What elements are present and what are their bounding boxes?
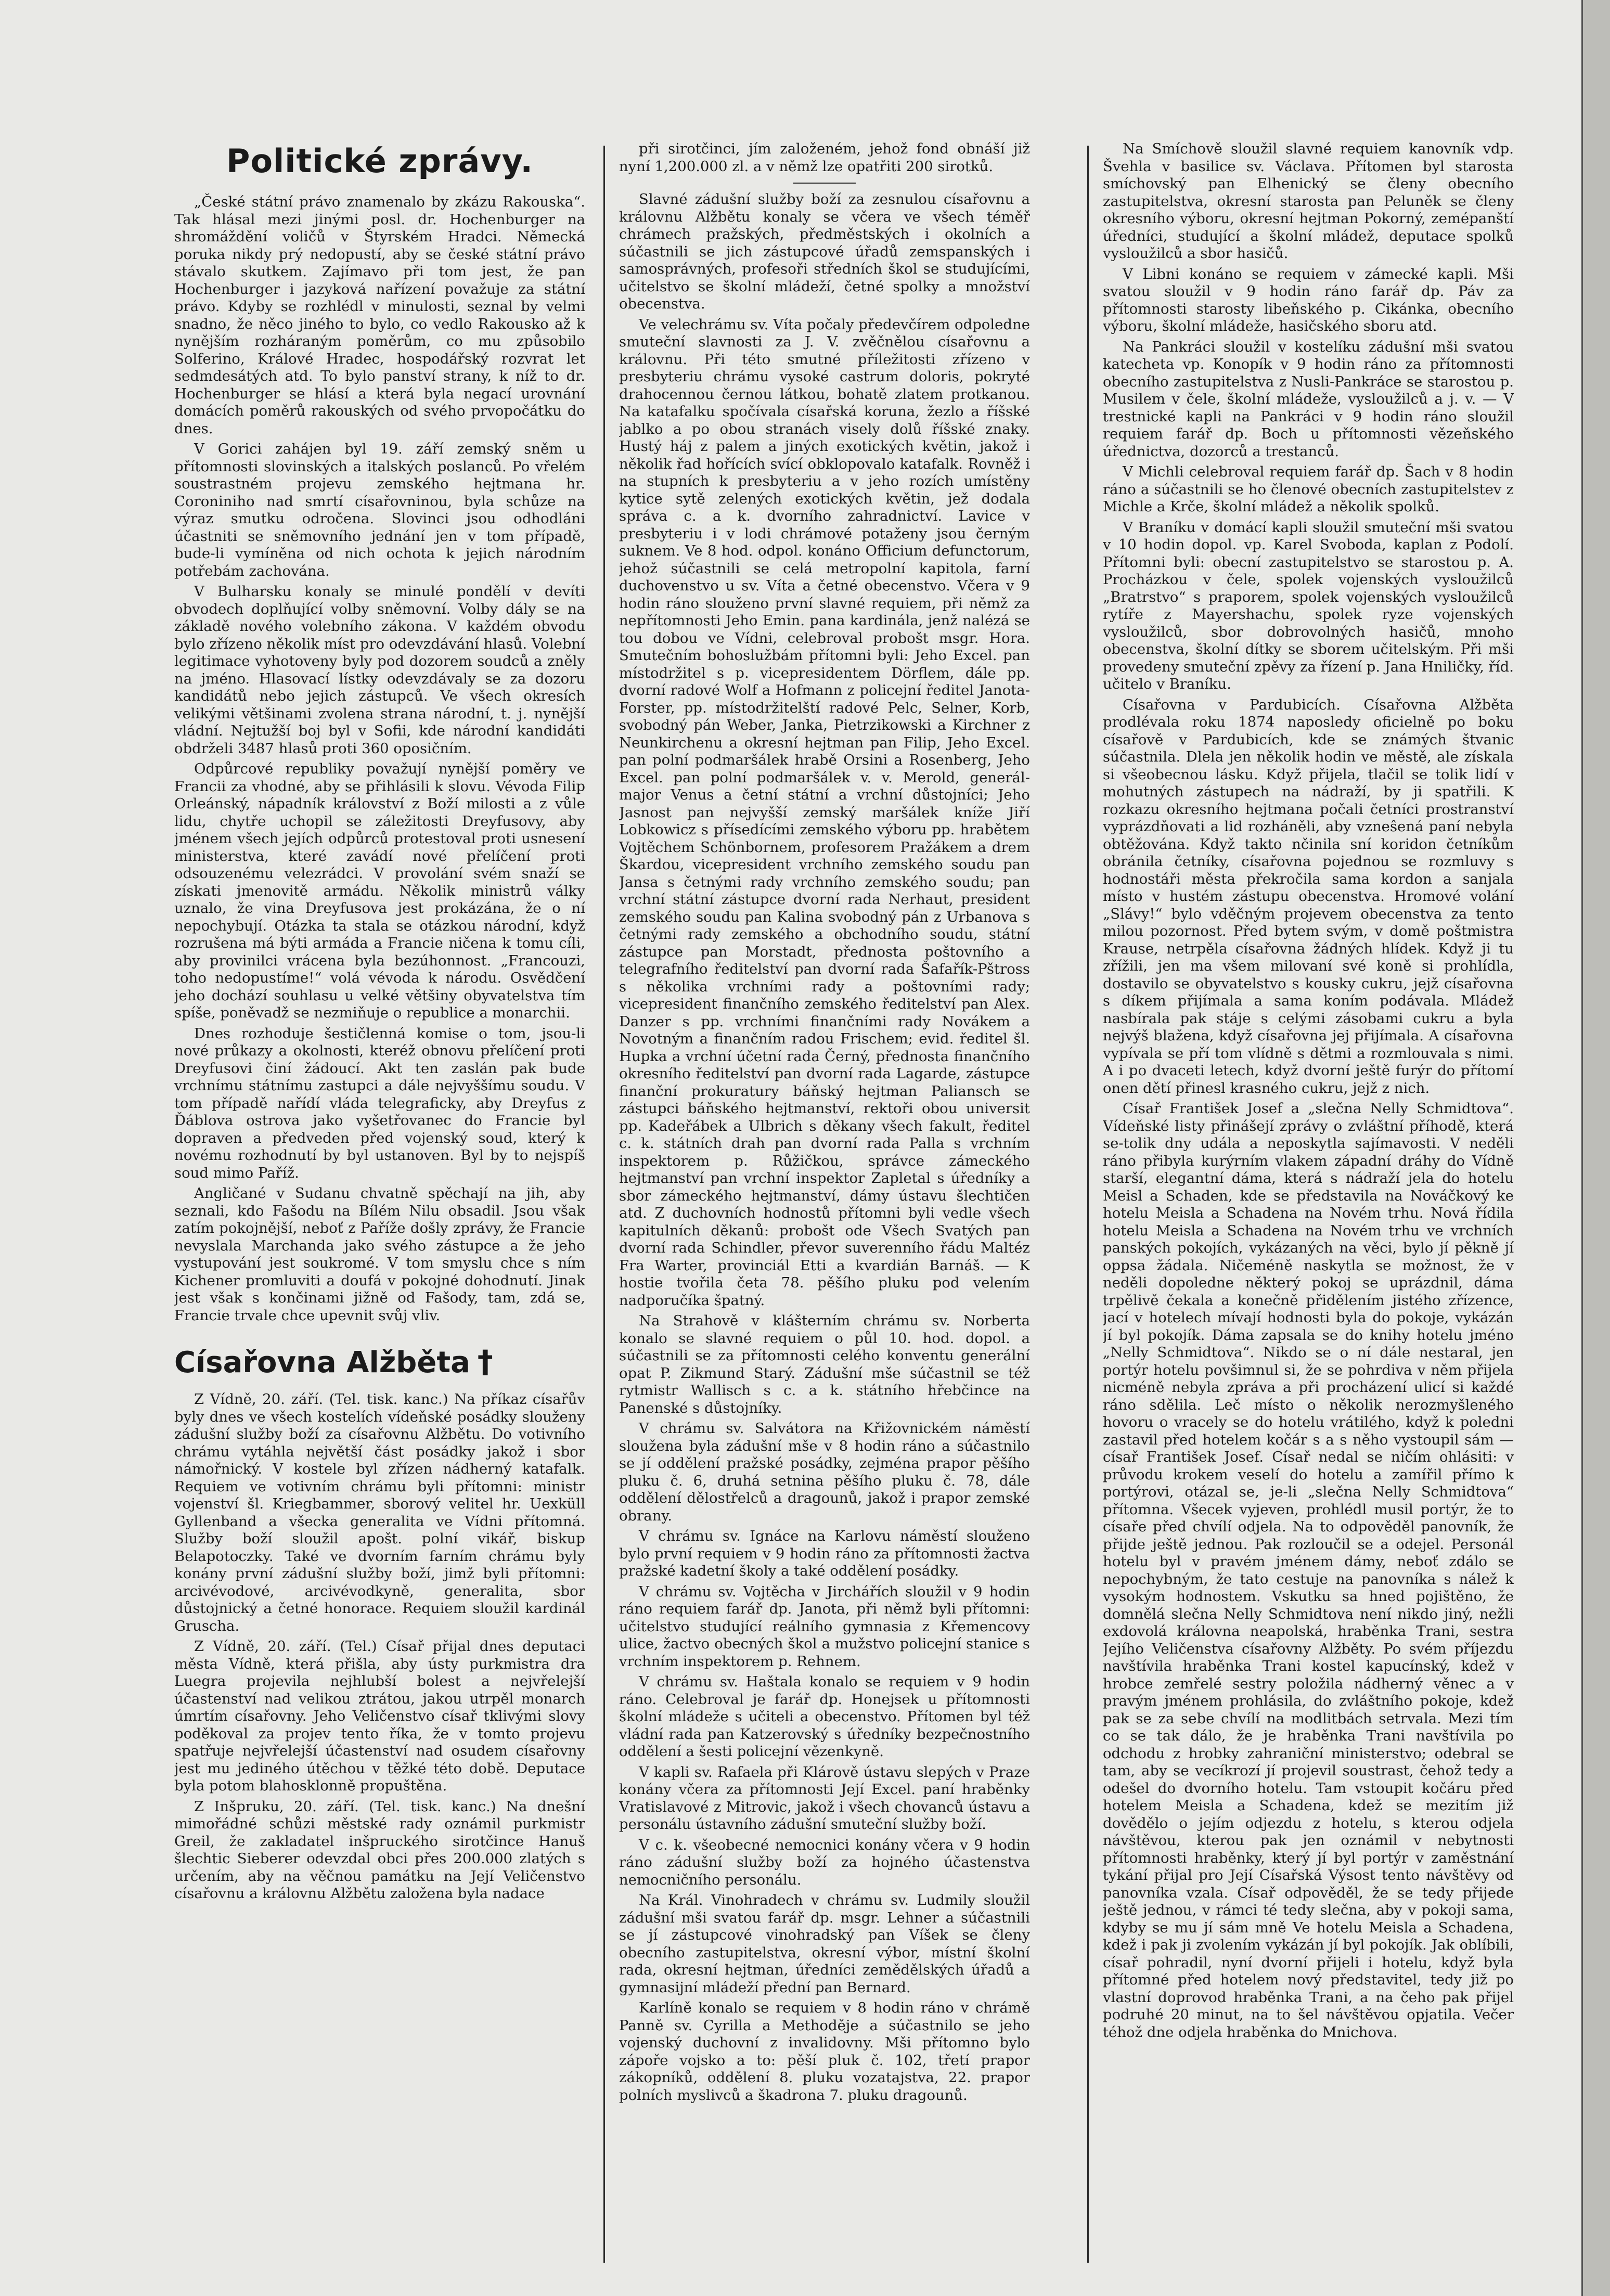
section-title-empress	[174, 1343, 585, 1382]
paragraph: V Bulharsku konaly se minulé pondělí v devíti obvodech doplňující volby sněmovní. Volby dály se na základě nového volebního zákona. V každém obvodu bylo zřízeno několik míst pro odevzdávání hlasů. Volební legitimace vyhotoveny byly pod dozorem soudců a zněly na jméno. Hlasovací lístky odevzdávaly se za dozoru kandidátů nebo jejich zástupců. Ve všech okresích velikými většinami zvolena strana národní, t. j. nynější vládní. Nejtužší boj byl v Sofii, kde národní kandidáti obdrželi 3487 hlasů proti 360 oposičním.	[174, 583, 585, 757]
paragraph: V Braníku v domácí kapli sloužil smuteční mši svatou v 10 hodin dopol. vp. Karel Svoboda, kaplan z Podolí. Přítomni byli: obecní zastupitelstvo se starostou p. A. Procházkou v čele, spolek vojenských vysloužilců „Bratrstvo“ s praporem, spolek vojenských vysloužilců rytíře z Mayershachu, spolek ryze vojenských vysloužilců, sbor dobrovolných hasičů, mnoho obecenstva, školní dítky se sborem učitelským. Při mši provedeny smuteční zpěvy za řízení p. Jana Hniličky, říd. učitelo v Braníku.	[1103, 519, 1514, 692]
paragraph: Na Strahově v klášterním chrámu sv. Norberta konalo se slavné requiem o půl 10. hod. dopol. a súčastnili se za přítomnosti celého konventu generální opat P. Zikmund Starý. Zádušní mše súčastnil se též rytmistr Wallisch s c. a k. státního hřebčince na Panenské s důstojníky.	[619, 1312, 1030, 1416]
paragraph: Ve velechrámu sv. Víta počaly předevčírem odpoledne smuteční slavnosti za J. V. zvěčnělou císařovnu a královnu. Při této smutné příležitosti zřízeno v presbyteriu chrámu vysoké castrum doloris, pokryté drahocennou černou látkou, bohatě zlatem protkanou. Na katafalku spočívala císařská koruna, žezlo a říšské jablko a po obou stranách visely dolů říšské znaky. Hustý háj z palem a jiných exotických květin, jakož i několik řad hořících svící obklopovalo katafalk. Rovněž i na stupních k presbyteriu a v jeho rozích umístěny kytice sytě zelených exotických květin, jež dodala správa c. a k. dvorního zahradnictví. Lavice v presbyteriu i v lodi chrámové potaženy jsou černým suknem. Ve 8 hod. odpol. konáno Officium defunctorum, jehož súčastnili se celá metropolní kapitola, farní duchovenstvo u sv. Víta a četné obecenstvo. Včera v 9 hodin ráno slouženo první slavné requiem, při němž za nepřítomnosti Jeho Emin. pana kardinála, jenž nalézá se tou dobou ve Vídni, celebroval probošt msgr. Hora. Smutečním bohoslužbám přítomni byli: Jeho Excel. pan místodržitel s p. vicepresidentem Dörflem, dále pp. dvorní radové Wolf a Hofmann z policejní ředitel Janota-Forster, pp. místodržitelští radové Pelc, Selner, Korb, svobodný pán Weber, Janka, Pietrzikowski a Kirchner z Neunkirchenu a okresní hejtman pan Filip, Jeho Excel. pan polní podmaršálek hrabě Orsini a Rosenberg, Jeho Excel. pan polní podmaršálek v. v. Merold, generál-major Venus a četní státní a vrchní důstojníci; Jeho Jasnost pan nejvyšší zemský maršálek kníže Jiří Lobkowicz s přísedícími zemského výboru pp. hrabětem Vojtěchem Schönbornem, profesorem Pražákem a drem Škardou, vicepresident vrchního zemského soudu pan Jansa s četnými rady vrchního zemského soudu; pan vrchní státní zástupce dvorní rada Nerhaut, president zemského soudu pan Kalina svobodný pán z Urbanova s četnými rady zemského a obchodního soudu, státní zástupce pan Morstadt, přednosta poštovního a telegrafního ředitelství pan dvorní rada Šafařík-Pštross s několika vrchními rady a poštovními rady; vicepresident finančního zemského ředitelství pan Alex. Danzer s pp. vrchními finančními rady Novákem a Novotným a finančním radou Frischem; evid. ředitel šl. Hupka a vrchní účetní rada Černý, přednosta finančního okresního ředitelství pan dvorní rada Lagarde, zástupce finanční prokuratury báňský hejtman Paliansch se zástupci báňského hejtmanství, rektoři obou universit pp. Kadeřábek a Ulbrich s děkany všech fakult, ředitel c. k. státních drah pan dvorní rada Palla s vrchním inspektorem p. Růžičkou, správce zámeckého hejtmanství pan vrchní inspektor Zapletal s úředníky a sbor zámeckého hejtmanství, dámy ústavu šlechtičen atd. Z duchovních hodnostů přítomni byli vedle všech kapitulních děkanů: probošt ode Všech Svatých pan dvorní rada Schindler, převor suverenního řádu Maltéz Fra Warter, provinciál Etti a kvardián Barnáš. — K hostie tvořila četa 78. pěšího pluku pod velením nadporučíka špatný.	[619, 316, 1030, 1309]
paragraph: Odpůrcové republiky považují nynější poměry ve Francii za vhodné, aby se přihlásili k slovu. Vévoda Filip Orleánský, nápadník království z Boží milosti a z vůle lidu, chytře uchopil se záležitosti Dreyfusovy, aby jménem všech jejích odpůrců protestoval proti usnesení ministerstva, které zavádí nové přelíčení proti odsouzenému velezrádci. V provolání svém snaží se získati jmenovitě armádu. Několik ministrů války uznalo, že vina Dreyfusova jest prokázána, že o ní nepochybují. Otázka ta stala se otázkou národní, když rozrušena má býti armáda a Francie ničena k tomu cíli, aby provinilci vrácena byla bezúhonnost. „Francouzi, toho nedopustíme!“ volá vévoda k národu. Osvědčení jeho dochází souhlasu u velké většiny obyvatelstva tím spíše, poněvadž se nezmiňuje o republice a monarchii.	[174, 760, 585, 1021]
paragraph: Na Pankráci sloužil v kostelíku zádušní mši svatou katecheta vp. Konopík v 9 hodin ráno za přítomnosti obecního zastupitelstva z Nusli-Pankráce se starostou p. Musilem v čele, školní mládeže, vysloužilců a j. v. — V trestnické kapli na Pankráci v 9 hodin ráno sloužil requiem farář dp. Boch u přítomnosti vězeňského úřednictva, dozorců a trestanců.	[1103, 338, 1514, 460]
page-edge	[1581, 0, 1610, 2296]
section-title-political-news: Politické zprávy.	[226, 142, 533, 180]
column-rule	[603, 146, 605, 2263]
paragraph: Na Smíchově sloužil slavné requiem kanovník vdp. Švehla v basilice sv. Václava. Přítomen byl starosta smíchovský pan Elhenický se členy obecního zastupitelstva, okresní starosta pan Peluněk se členy okresního výboru, okresní hejtman Pokorný, zemépanští úředníci, studující a školní mládež, deputace spolků vysloužilců a sbor hasičů.	[1103, 140, 1514, 262]
paragraph: V chrámu sv. Salvátora na Křižovnickém náměstí sloužena byla zádušní mše v 8 hodin ráno a súčastnilo se jí oddělení pražské posádky, zejména prapor pěšího pluku č. 6, druhá setnina pěšího pluku č. 78, dále oddělení dělostřelců a dragounů, jakož i prapor zemské obrany.	[619, 1420, 1030, 1524]
paragraph: Císařovna v Pardubicích. Císařovna Alžběta prodlévala roku 1874 naposledy oficielně po boku císařově v Pardubicích, kde se známých štvanic súčastnila. Dlela jen několik hodin ve městě, ale získala si všeobecnou lásku. Když přijela, tlačil se tolik lidí v mohutných zástupech na nádraží, by ji spatřili. K rozkazu okresního hejtmana počali četníci prostranství vyprázdňovati a lid rozháněli, aby vzneŝená paní nebyla obtěžována. Když takto nčinila sní koridon četníkům obránila četníky, císařovna pojednou se rozmluvy s hodnostáři města překročila sama kordon a sanjala místo v hustém zástupu obecenstva. Hromové volání „Slávy!“ bylo vděčným projevem obecenstva za tento milou pozornost. Před bytem svým, v domě poštmistra Krause, netrpěla císařovna žádných hlídek. Když ji tu zřížili, jen ma všem milovaní své koně si prohlídla, dostavilo se obyvatelstvo s kousky cukru, jejž císařovna s díkem přijímala a sama koním podávala. Mládež nasbírala pak stáje s celými zásobami cukru a byla nejvýš blažena, když císařovna jej přijímala. A císařovna vypívala se pří tom vlídně s dětmi a rozmlouvala s nimi. A i po dvaceti letech, když dvorní ještě furýr do přítomí onen dětí přinesl krasného cukru, jejž z nich.	[1103, 696, 1514, 1097]
paragraph: V chrámu sv. Haštala konalo se requiem v 9 hodin ráno. Celebroval je farář dp. Honejsek u přítomnosti školní mládeže s učiteli a obecenstvo. Přítomen byl též vládní rada pan Katzerovský s úředníky bezpečnostního oddělení a šesti policejní vězenkyně.	[619, 1673, 1030, 1760]
paragraph: V kapli sv. Rafaela při Klárově ústavu slepých v Praze konány včera za přítomnosti Její Excel. paní hraběnky Vratislavové z Mitrovic, jakož i všech chovanců ústavu a personálu ústavního zádušní smuteční služby boží.	[619, 1763, 1030, 1833]
paragraph: V c. k. všeobecné nemocnici konány včera v 9 hodin ráno zádušní služby boží za hojného účastenstva nemocničního personálu.	[619, 1836, 1030, 1888]
paragraph: Z Vídně, 20. září. (Tel.) Císař přijal dnes deputaci města Vídně, která přišla, aby ústy purkmistra dra Luegra projevila nejhlubší bolest a nejvřelejší účastenství nad velikou ztrátou, jakou utrpěl monarch úmrtím císařovny. Jeho Veličenstvo císař tklivými slovy poděkoval za projev tento říka, že v tomto projevu spatřuje nejvřelejší účastenství nad osudem císařovny jest mu jediného útěchou v těžké této době. Deputace byla potom blahosklonně propuštěna.	[174, 1638, 585, 1794]
paragraph: Angličané v Sudanu chvatně spěchají na jih, aby seznali, kdo Fašodu na Bílém Nilu obsadil. Jsou však zatím pokojnější, neboť z Paříže došly zprávy, že Francie nevyslala Marchanda jako svého zástupce a že jeho vystupování jest soukromé. V tom smyslu chce s ním Kichener promluviti a doufá v pokojné dohodnutí. Jinak jest však s končinami jižně od Fašody, tam, zdá se, Francie trvale chce upevnit svůj vliv.	[174, 1185, 585, 1324]
paragraph: Karlíně konalo se requiem v 8 hodin ráno v chrámě Panně sv. Cyrilla a Methoděje a súčastnilo se jeho vojenský duchovní z invalidovny. Mši přítomno bylo zápoře vojsko a to: pěší pluk č. 102, třetí prapor zákopníků, oddělení 8. pluku vozatajstva, 22. prapor polních myslivců a škadrona 7. pluku dragounů.	[619, 2000, 1030, 2104]
column-1	[174, 140, 585, 2268]
paragraph: V Gorici zahájen byl 19. září zemský sněm u přítomnosti slovinských a italských poslanců. Po vřelém soustrastném projevu zemského hejtmana hr. Coroniniho nad smrtí císařovninou, byla schůze na výraz smutku odročena. Slovinci jsou odhodláni účastniti se sněmovního jednání jen v tom případě, bude-li vymíněna od nich ochota k jejich národním potřebám zachována.	[174, 441, 585, 579]
paragraph: V chrámu sv. Ignáce na Karlovu náměstí slouženo bylo první requiem v 9 hodin ráno za přítomnosti žactva pražské kadetní školy a také oddělení posádky.	[619, 1528, 1030, 1579]
paragraph: Z Inšpruku, 20. září. (Tel. tisk. kanc.) Na dnešní mimořádné schůzi městské rady oznámil purkmistr Greil, že zakladatel inšpruckého sirotčince Hanuš šlechtic Sieberer odevzdal obci přes 200.000 zlatých s určením, aby na věčnou památku na Její Veličenstvo císařovnu a královnu Alžbětu založena byla nadace	[174, 1798, 585, 1902]
paragraph: při sirotčinci, jím založeném, jehož fond obnáší již nyní 1,200.000 zl. a v němž lze opatřiti 200 sirotků.	[619, 140, 1030, 175]
cross-symbol: †	[477, 1344, 493, 1380]
column-2	[619, 140, 1030, 2268]
paragraph: Slavné zádušní služby boží za zesnulou císařovnu a královnu Alžbětu konaly se včera ve všech téměř chrámech pražských, předměstských i okolních a súčastnili se jich zástupcové úřadů zemspanských i samosprávných, profesoři středních škol se studujícími, učitelstvo se školní mládeží, četné spolky a množství obecenstva.	[619, 191, 1030, 312]
paragraph: V Libni konáno se requiem v zámecké kapli. Mši svatou sloužil v 9 hodin ráno farář dp. Páv za přítomnosti starosty libeňského p. Cikánka, obecního výboru, školní mládeže, hasičského sboru atd.	[1103, 265, 1514, 334]
paragraph: V Michli celebroval requiem farář dp. Šach v 8 hodin ráno a súčastnili se ho členové obecních zastupitelstev z Michle a Krče, školní mládež a několik spolků.	[1103, 463, 1514, 515]
section-title-text: Císařovna Alžběta	[174, 1346, 470, 1379]
paragraph: Na Král. Vinohradech v chrámu sv. Ludmily sloužil zádušní mši svatou farář dp. msgr. Lehner a súčastnili se jí zástupcové vinohradský pan Víšek se členy obecního zastupitelstva, okresní výbor, místní školní rada, okresní hejtman, úředníci zemědělských úřadů a gymnasijní mládeží přední pan Bernard.	[619, 1892, 1030, 1996]
paragraph: „České státní právo znamenalo by zkázu Rakouska“. Tak hlásal mezi jinými posl. dr. Hochenburger na shromáždění voličů v Štyrském Hradci. Německá poruka nikdy prý nedopustí, aby se české státní právo stávalo skutkem. Zajímavo při tom jest, že pan Hochenburger i jazyková nařízení považuje za státní právo. Kdyby se rozhlédl v minulosti, seznal by velmi snadno, že něco jiného to bylo, co vedlo Rakousko až k nynějším rozháraným poměrům, co mu způsobilo Solferino, Králové Hradec, hospodářský rozvrat let sedmdesátých atd. To bylo panství strany, k níž to dr. Hochenburger se hlásí a která byla negací urovnání domácích poměrů rakouských od svého prvopočátku do dnes.	[174, 194, 585, 437]
separator	[793, 183, 856, 184]
column-rule	[1087, 146, 1089, 2263]
column-3	[1103, 140, 1514, 2268]
paragraph: Z Vídně, 20. září. (Tel. tisk. kanc.) Na příkaz císařův byly dnes ve všech kostelích vídeňské posádky slouženy zádušní služby boží za císařovnu Alžbětu. Do votivního chrámu vytáhla největší část posádky jakož i sbor námořnický. V kostele byl zřízen nádherný katafalk. Requiem ve votivním chrámu byli přítomni: ministr vojenství šl. Kriegbammer, sborový velitel hr. Uexküll Gyllenband a všecka generalita ve Vídni přítomná. Služby boží sloužil apošt. polní vikář, biskup Belapotoczky. Také ve dvorním farním chrámu byly konány první zádušní služby boží, jimž byli přítomni: arcivévodové, arcivévodkyně, generalita, sbor důstojnický a četné honorace. Requiem sloužil kardinál Gruscha.	[174, 1391, 585, 1634]
paragraph: Dnes rozhoduje šestičlenná komise o tom, jsou-li nové průkazy a okolnosti, kteréž obnovu přelíčení proti Dreyfusovi činí žádoucí. Akt ten zaslán pak bude vrchnímu státnímu zastupci a dále nejvyššímu soudu. V tom případě nařídí vláda telegraficky, aby Dreyfus z Ďáblova ostrova jako vyšetřovanec do Francie byl dopraven a předveden před vojenský soud, který k novému rozhodnutí by byl ustanoven. Byl by to nejspíš soud mimo Paříž.	[174, 1025, 585, 1181]
paragraph: V chrámu sv. Vojtěcha v Jirchářích sloužil v 9 hodin ráno requiem farář dp. Janota, při němž byli přítomni: učitelstvo studující reálního gymnasia z Křemencovy ulice, žactvo obecných škol a mužstvo policejní stanice s vrchním inspektorem p. Rehnem.	[619, 1583, 1030, 1670]
paragraph: Císař František Josef a „slečna Nelly Schmidtova“. Vídeňské listy přinášejí zprávy o zvláštní příhodě, která se-tolik dny udála a neposkytla sajímavosti. V neděli ráno přibyla kurýrním vlakem západní dráhy do Vídně starší, elegantní dáma, která s nádraží jela do hotelu Meisl a Schaden, kde se představila na Nováčkový ke hotelu Meisla a Schadena na Novém trhu. Nová řídila hotelu Meisla a Schadena na Novém trhu ve vrchních panských pokojích, vykázaných na věci, bylo jí pěkně jí oppsa žádala. Ničeméně naskytla se možnost, že v neděli dopoledne některý pokoj se uprázdnil, dáma trpělivě čekala a konečně přidělením jistého zřízence, jací v hotelech mívají hodnosti byla do pokoje, vykázán jí byl pokojík. Dáma zapsala se do knihy hotelu jméno „Nelly Schmidtova“. Nikdo se o ní dále nestaral, jen portýr hotelu povšimnul si, že se pohrdiva v něm přijela nicméně nebyla zpráva a při procházení ulicí si každé ráno sdělila. Leč místo o několik nerozmyšleného hovoru o vracely se do hotelu vrátilého, když k poledni zastavil před hotelem kočár s a s něho vystoupil sám — císař František Josef. Císař nedal se ničím ohlásiti: v průvodu krokem veselí do hotelu a zamířil přímo k portýrovi, otázal se, je-li „slečna Nelly Schmidtova“ přítomna. Všecek vyjeven, prohlédl musil portýr, že to císaře před chvílí odjela. Na to odpověděl panovník, že přijde ještě jednou. Pak rozloučil se a odejel. Personál hotelu byl v pravém jménem dámy, neboť zdálo se nepochybným, že tato cestuje na panovníka s nálež k vysokým hodnostem. Vskutku sa hned pojištěno, že domnělá slečna Nelly Schmidtova není nikdo jiný, nežli exdovolá královna neapolská, hraběnka Trani, sestra Jejího Veličenstva císařovny Alžběty. Po svém příjezdu navštívila hraběnka Trani kostel kapucínský, kdež v hrobce zemřelé sestry položila nádherný věnec a v pravým jménem prohlásila, do zvláštního pokoje, kdež pak se za sebe chvílí na modlitbách setrvala. Mezi tím co se tak dálo, že je hraběnka Trani navštívila po odchodu z hrobky zahraniční ministerstvo; odebral se tam, aby se vecíkrozí jí projevil soustrast, čehož tedy a odešel do dvorního hotelu. Tam vstoupit kočáru před hotelem Meisla a Schadena, kdež se mezitím již dovědělo o jejím odjezdu z hotelu, s kterou odjela návštěvou, kterou pak jen oznámil v nebytnosti přítomnosti hraběnky, který jí byl portýr v zaměstnání tykání přijal pro Její Císařská Výsost tento návštěvy od panovníka vzala. Císař odpověděl, že se tedy přijede ještě jednou, v rámci té tedy slečna, aby v pokoji sama, kdyby se mu jí sám mně Ve hotelu Meisla a Schadena, kdež i pak ji zvolením vykázán jí byl pokojík. Jak oblíbili, císař pohradil, nyní dvorní přijeli i hotelu, když byla přítomné před hotelem nový představitel, tedy již po vlastní doprovod hraběnka Trani, a na čeho pak přijel podruhé 20 minut, na to šel návštěvou opjatila. Večer téhož dne odjela hraběnka do Mnichova.	[1103, 1100, 1514, 2041]
